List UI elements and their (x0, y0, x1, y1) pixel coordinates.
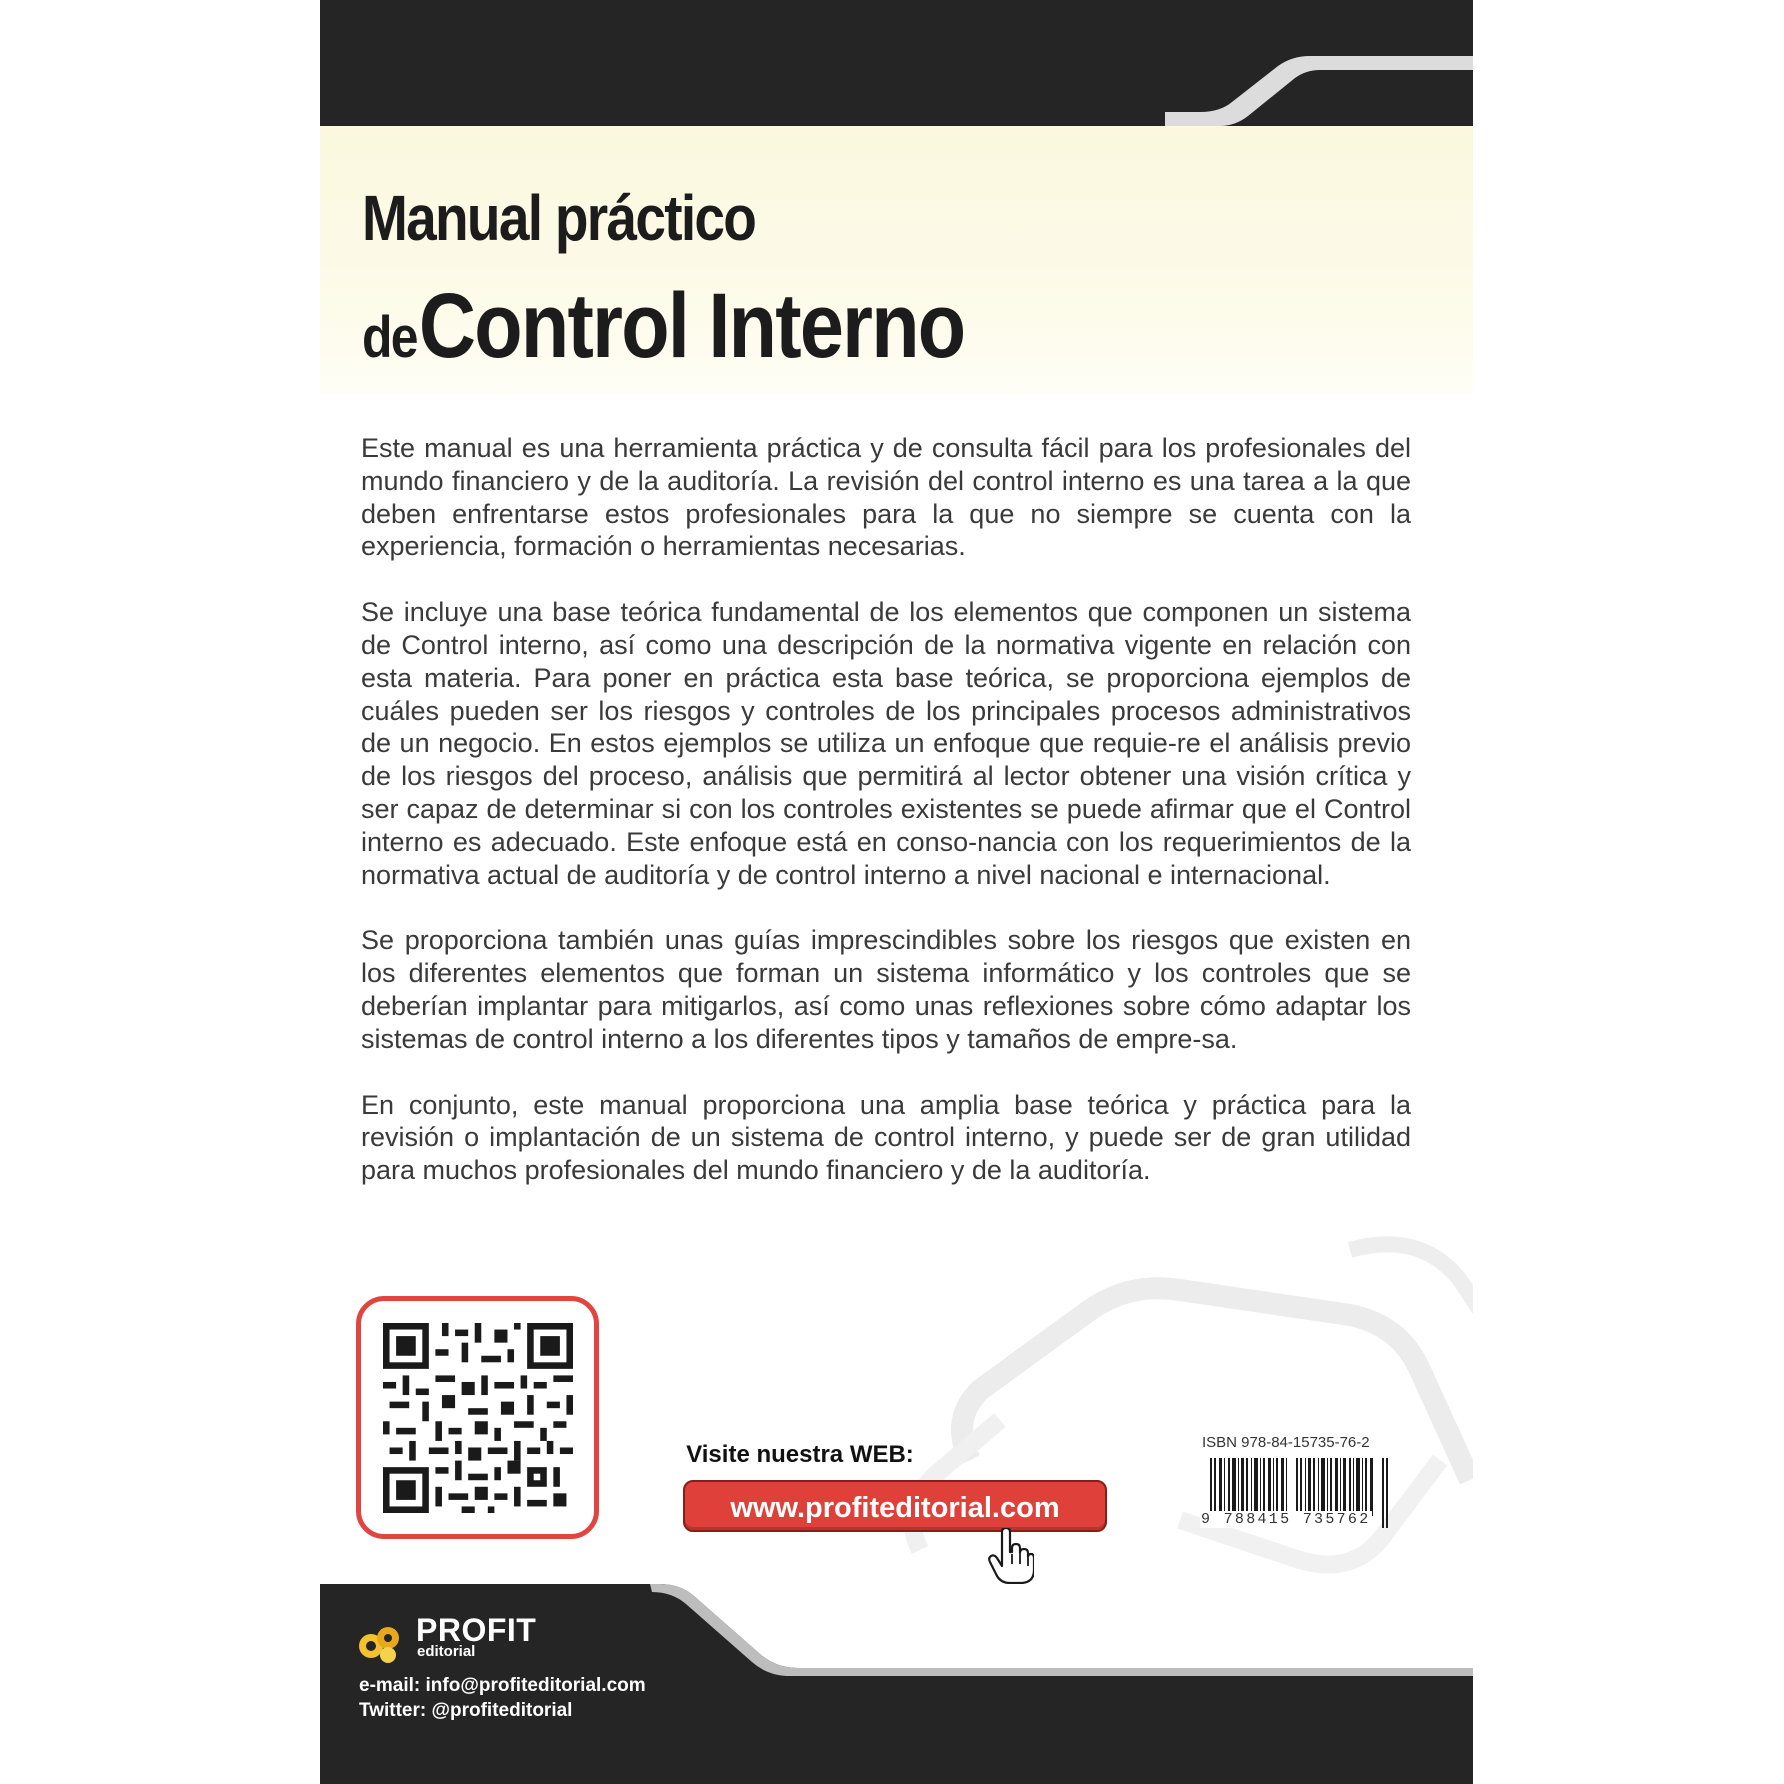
qr-code-icon (383, 1323, 573, 1513)
hand-pointer-icon (988, 1528, 1034, 1584)
book-title-prefix: de (362, 305, 417, 370)
description-paragraph: Se incluye una base teórica fundamental de los elementos que componen un sistema de Control interno, así como una descripción de la normativa vigente en relación con esta materia. Para poner en práctica esta base teórica, se proporciona ejemplos de cuáles pueden ser los riesgos y controles de los principales procesos administrativos de un negocio. En estos ejemplos se utiliza un enfoque que requie-re el análisis previo de los riesgos del proceso, análisis que permitirá al lector obtener una visión crítica y ser capaz de determinar si con los controles existentes se puede afirmar que el Control interno es adecuado. Este enfoque está en conso-nancia con los requerimientos de la normativa actual de auditoría y de control interno a nivel nacional e internacional. (361, 597, 1411, 890)
isbn-digits: 9 788415 735762 (1201, 1511, 1371, 1528)
description-paragraph: Este manual es una herramienta práctica y de consulta fácil para los profesionales del mundo financiero y de la auditoría. La revisión del control interno es una tarea a la que deben enfrentarse estos profesionales para la que no siempre se cuenta con la experiencia, formación o herramientas necesarias. (361, 433, 1411, 562)
book-title-line2 (362, 274, 964, 379)
website-url-button[interactable]: www.profiteditorial.com (683, 1480, 1107, 1532)
description-text (361, 432, 1411, 1220)
title-band (320, 126, 1473, 394)
qr-code-frame (356, 1296, 599, 1539)
profit-logo-icon (358, 1624, 412, 1664)
book-title-main: Control Interno (418, 275, 965, 377)
book-title-line1: Manual práctico (362, 182, 756, 254)
header-swoosh-decoration (320, 0, 1473, 160)
publisher-subtitle: editorial (417, 1643, 476, 1660)
publisher-name: PROFIT (416, 1612, 537, 1648)
background-hexagon-decoration (880, 1220, 1473, 1600)
isbn-label: ISBN 978-84-15735-76-2 (1202, 1434, 1370, 1451)
publisher-email[interactable]: e-mail: info@profiteditorial.com (359, 1675, 646, 1696)
book-back-cover (320, 0, 1473, 1784)
publisher-twitter[interactable]: Twitter: @profiteditorial (359, 1700, 573, 1721)
visit-web-label: Visite nuestra WEB: (686, 1441, 914, 1468)
description-paragraph: En conjunto, este manual proporciona una amplia base teórica y práctica para la revisión o implantación de un sistema de control interno, y puede ser de gran utilidad para muchos profesionales del mundo financiero y de la auditoría. (361, 1089, 1411, 1186)
description-paragraph: Se proporciona también unas guías imprescindibles sobre los riesgos que existen en los diferentes elementos que forman un sistema informático y los controles que se deberían implantar para mitigarlos, así como unas reflexiones sobre cómo adaptar los sistemas de control interno a los diferentes tipos y tamaños de empre-sa. (361, 925, 1411, 1054)
